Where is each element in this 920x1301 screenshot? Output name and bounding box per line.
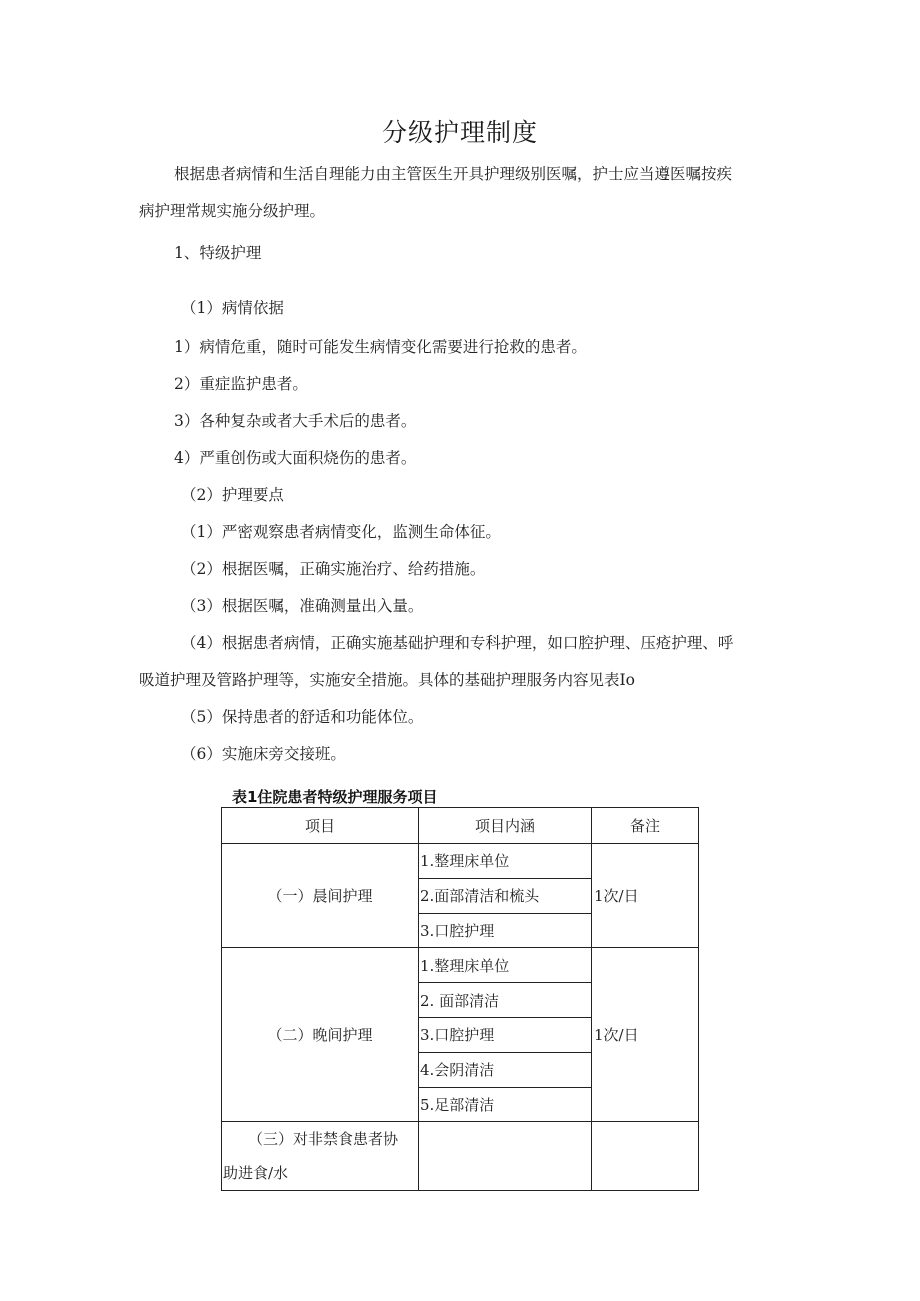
basis-item: 4）严重创伤或大面积烧伤的患者。 <box>174 449 417 467</box>
header-cell-item: 项目 <box>222 808 419 844</box>
content-cell: 2. 面部清洁 <box>419 983 592 1018</box>
category-text-line-1: （三）对非禁食患者协 <box>248 1130 399 1149</box>
intro-line-1: 根据患者病情和生活自理能力由主管医生开具护理级别医嘱，护士应当遵医嘱按疾 <box>174 165 733 183</box>
points-item: （3）根据医嘱，准确测量出入量。 <box>181 597 424 615</box>
points-item-4-line-2: 吸道护理及管路护理等，实施安全措施。具体的基础护理服务内容见表Io <box>139 671 635 689</box>
content-cell: 4.会阴清洁 <box>419 1052 592 1087</box>
basis-item: 1）病情危重，随时可能发生病情变化需要进行抢救的患者。 <box>174 338 587 356</box>
table-row <box>222 1122 699 1191</box>
category-text-line-2: 助进食/水 <box>223 1164 289 1183</box>
points-item-4-line-1: （4）根据患者病情，正确实施基础护理和专科护理，如口腔护理、压疮护理、呼 <box>181 634 734 652</box>
content-cell: 3.口腔护理 <box>419 1017 592 1052</box>
header-cell-remark: 备注 <box>592 808 699 844</box>
content-cell: 1.整理床单位 <box>419 948 592 983</box>
content-cell: 3.口腔护理 <box>419 913 592 948</box>
remark-cell: 1次/日 <box>592 948 699 1122</box>
service-table <box>221 807 699 1191</box>
points-item: （5）保持患者的舒适和功能体位。 <box>181 708 424 726</box>
page-title: 分级护理制度 <box>381 118 538 147</box>
section-heading: 1、特级护理 <box>174 244 262 262</box>
table-caption: 表1住院患者特级护理服务项目 <box>232 788 438 806</box>
remark-cell <box>592 1122 699 1191</box>
category-cell <box>222 1122 419 1191</box>
category-cell: （一）晨间护理 <box>222 844 419 948</box>
intro-line-2: 病护理常规实施分级护理。 <box>139 202 326 220</box>
remark-cell: 1次/日 <box>592 844 699 948</box>
header-cell-content: 项目内涵 <box>419 808 592 844</box>
table-row <box>222 948 699 983</box>
points-item: （6）实施床旁交接班。 <box>181 745 346 763</box>
content-cell: 2.面部清洁和梳头 <box>419 878 592 913</box>
basis-item: 3）各种复杂或者大手术后的患者。 <box>174 412 417 430</box>
basis-item: 2）重症监护患者。 <box>174 375 308 393</box>
content-cell: 1.整理床单位 <box>419 844 592 879</box>
category-cell: （二）晚间护理 <box>222 948 419 1122</box>
points-item: （1）严密观察患者病情变化，监测生命体征。 <box>181 523 501 541</box>
basis-heading: （1）病情依据 <box>181 299 284 317</box>
content-cell <box>419 1122 592 1191</box>
points-heading: （2）护理要点 <box>181 486 284 504</box>
table-row <box>222 844 699 879</box>
points-item: （2）根据医嘱，正确实施治疗、给药措施。 <box>181 560 486 578</box>
content-cell: 5.足部清洁 <box>419 1087 592 1122</box>
table-header-row <box>222 808 699 844</box>
